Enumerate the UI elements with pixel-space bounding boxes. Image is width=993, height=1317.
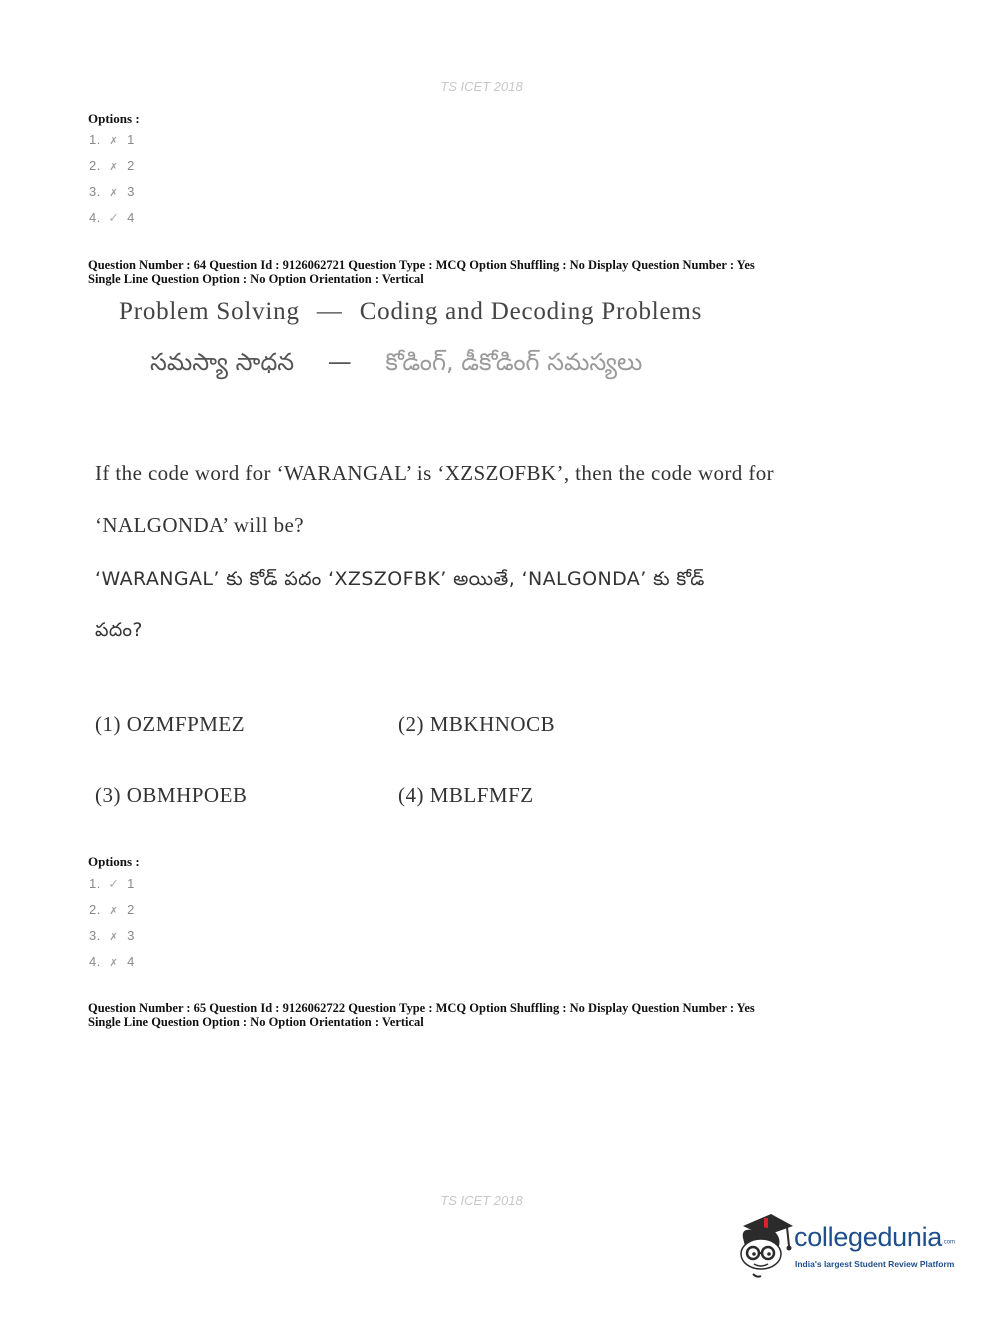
answer-choice-4: (4) MBLFMFZ — [398, 783, 534, 807]
option-item — [89, 184, 135, 199]
logo-suffix: .com — [942, 1239, 956, 1246]
question-text-en-1: If the code word for ‘WARANGAL’ is ‘XZSZOFBK’, then the code word for — [95, 461, 775, 485]
question-meta-65 — [88, 1001, 755, 1029]
question-text-te-2: పదం? — [95, 619, 143, 641]
option-value: 2 — [127, 902, 135, 917]
question-meta-64 — [88, 258, 755, 286]
meta-line: Single Line Question Option : No Option Orientation : Vertical — [88, 1015, 424, 1029]
option-value: 1 — [127, 132, 135, 147]
section-title-te-left: సమస్యా సాధన — [150, 348, 295, 376]
option-number: 4. — [89, 954, 101, 969]
cross-icon: ✗ — [109, 162, 119, 173]
section-title-right: Coding and Decoding Problems — [359, 298, 703, 325]
option-item — [89, 158, 135, 173]
option-value: 2 — [127, 158, 135, 173]
page-footer: TS ICET 2018 — [440, 1193, 523, 1208]
answer-choice-2: (2) MBKHNOCB — [398, 712, 556, 736]
option-value: 3 — [127, 184, 135, 199]
option-value: 4 — [127, 210, 135, 225]
option-item — [89, 928, 135, 943]
cross-icon: ✗ — [109, 932, 119, 943]
cross-icon: ✗ — [109, 188, 119, 199]
option-item — [89, 954, 135, 969]
section-title-dash: — — [316, 298, 343, 325]
cross-icon: ✗ — [109, 906, 119, 917]
question-text-en-2: ‘NALGONDA’ will be? — [95, 513, 304, 537]
checkmark-icon: ✓ — [108, 876, 120, 891]
section-title-te-right: కోడింగ్, డీకోడింగ్ సమస్యలు — [385, 348, 643, 376]
section-title-te — [150, 348, 642, 382]
options-title-top: Options : — [88, 111, 140, 126]
option-value: 1 — [127, 876, 135, 891]
answer-choice-3: (3) OBMHPOEB — [95, 783, 248, 807]
option-number: 1. — [89, 876, 101, 891]
option-item — [89, 132, 135, 147]
section-title-left: Problem Solving — [119, 298, 300, 325]
meta-line: Single Line Question Option : No Option Orientation : Vertical — [88, 272, 424, 286]
section-title-en — [119, 298, 702, 326]
option-number: 2. — [89, 158, 101, 173]
logo-wordmark — [794, 1222, 955, 1253]
option-item — [89, 902, 135, 917]
option-number: 3. — [89, 928, 101, 943]
option-item — [89, 876, 135, 892]
answer-choice-1: (1) OZMFPMEZ — [95, 712, 246, 736]
option-item — [89, 210, 135, 226]
option-number: 4. — [89, 210, 101, 225]
meta-line: Question Number : 65 Question Id : 9126062722 Question Type : MCQ Option Shuffling : No Display Question Number : Yes — [88, 1001, 755, 1015]
options-title-bottom: Options : — [88, 854, 140, 869]
section-title-te-dash: — — [327, 348, 352, 376]
option-number: 1. — [89, 132, 101, 147]
option-value: 4 — [127, 954, 135, 969]
logo-tagline: India's largest Student Review Platform — [795, 1259, 955, 1269]
page-header: TS ICET 2018 — [440, 79, 523, 94]
cross-icon: ✗ — [109, 958, 119, 969]
mascot-icon — [735, 1212, 795, 1280]
collegedunia-logo — [735, 1210, 965, 1280]
logo-name: collegedunia — [794, 1222, 943, 1252]
checkmark-icon: ✓ — [108, 210, 120, 225]
meta-line: Question Number : 64 Question Id : 9126062721 Question Type : MCQ Option Shuffling : No Display Question Number : Yes — [88, 258, 755, 272]
option-number: 3. — [89, 184, 101, 199]
option-number: 2. — [89, 902, 101, 917]
question-text-te-1: ‘WARANGAL’ కు కోడ్ పదం ‘XZSZOFBK’ అయితే, ‘NALGONDA’ కు కోడ్ — [95, 568, 705, 590]
option-value: 3 — [127, 928, 135, 943]
cross-icon: ✗ — [109, 136, 119, 147]
